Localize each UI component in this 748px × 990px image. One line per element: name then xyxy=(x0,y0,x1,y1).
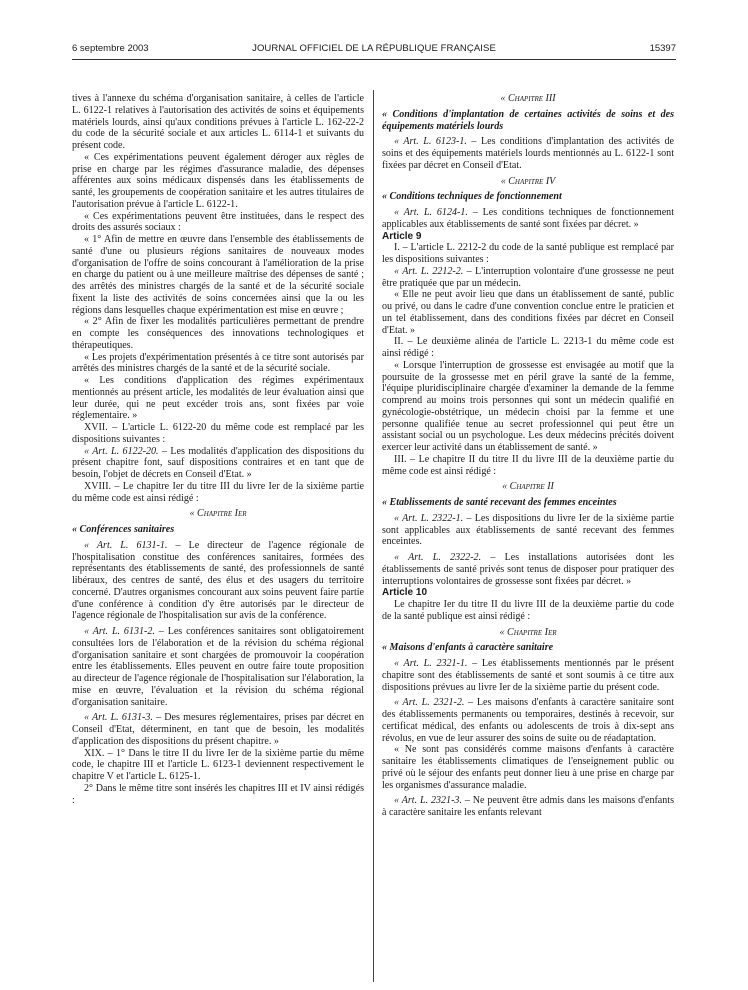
article-text: – Les installations autorisées dont les établissements de santé privés sont tenus de disposer pour pratiquer des interruptions volontaires de grossesse sont fixées par décret. » xyxy=(382,552,674,587)
article-text: – Les établissements mentionnés par le présent chapitre sont des établissements de santé et sont soumis à ce titre aux dispositions prévues au livre Ier de la sixième partie du présent code. xyxy=(382,658,674,693)
paragraph: XIX. – 1° Dans le titre II du livre Ier de la sixième partie du même code, le chapitre III et l'article L. 6123-1 deviennent respectivement le chapitre V et l'article L. 6125-1. xyxy=(72,747,364,782)
paragraph: « Lorsque l'interruption de grossesse est envisagée au motif que la poursuite de la grossesse met en péril grave la santé de la femme, l'équipe pluridisciplinaire chargée d'examiner la demande de la femme comprend au moins trois personnes qui sont un médecin qualifié en gynécologie-obstétrique, un médecin choisi par la femme et une personne qualifiée tenue au secret professionnel qui peut être un assistant social ou un psychologue. Les deux médecins précités doivent exercer leur activité dans un établissement de santé. » xyxy=(382,359,674,453)
right-column xyxy=(382,93,674,819)
article-paragraph xyxy=(382,795,674,819)
article-paragraph xyxy=(382,207,674,231)
header-date: 6 septembre 2003 xyxy=(72,43,149,54)
article-heading: Article 9 xyxy=(382,230,422,242)
left-column xyxy=(72,93,364,806)
article-text: – L'interruption volontaire d'une grossesse ne peut être pratiquée que par un médecin. xyxy=(382,265,674,289)
article-paragraph xyxy=(382,513,674,548)
article-ref: « Art. L. 6131-3. xyxy=(84,712,153,724)
header-title: JOURNAL OFFICIEL DE LA RÉPUBLIQUE FRANÇAISE xyxy=(252,43,496,54)
paragraph: II. – Le deuxième alinéa de l'article L. 2213-1 du même code est ainsi rédigé : xyxy=(382,336,674,359)
article-ref: « Art. L. 2212-2. xyxy=(394,265,464,277)
paragraph: XVII. – L'article L. 6122-20 du même code est remplacé par les dispositions suivantes : xyxy=(72,422,364,445)
paragraph: « Les projets d'expérimentation présentés à ce titre sont autorisés par arrêtés des ministres chargés de la santé et de la sécurité sociale. xyxy=(72,351,364,375)
article-ref: « Art. L. 2321-3. xyxy=(394,795,462,807)
article-paragraph xyxy=(72,626,364,708)
chapter-title: « Conditions d'implantation de certaines activités de soins et des équipements matériels lourds xyxy=(382,108,674,132)
article-ref: « Art. L. 2321-1. xyxy=(394,658,468,669)
column-divider xyxy=(373,90,374,982)
paragraph: « 2° Afin de fixer les modalités particulières permettant de prendre en compte les conséquences des innovations technologiques et thérapeutiques. xyxy=(72,316,364,351)
paragraph: « Elle ne peut avoir lieu que dans un établissement de santé, public ou privé, ou dans le cadre d'une convention conclue entre le praticien et un tel établissement, dans des conditions fixées par décret en Conseil d'Etat. » xyxy=(382,289,674,336)
chapter-heading: « Chapitre Ier xyxy=(499,626,557,638)
article-text: – Les maisons d'enfants à caractère sanitaire sont des établissements permanents ou temporaires, destinés à recevoir, sur certificat médical, des enfants ou adolescents de trois à dix-sept ans révolus, en vue de leur assurer des soins de suite ou de réadaptation. xyxy=(382,697,674,744)
article-paragraph xyxy=(72,712,364,747)
paragraph: III. – Le chapitre II du titre II du livre III de la deuxième partie du même code est ainsi rédigé : xyxy=(382,453,674,477)
article-paragraph xyxy=(382,136,674,171)
article-ref: « Art. L. 6122-20. – xyxy=(84,445,167,457)
paragraph: Le chapitre Ier du titre II du livre III de la deuxième partie du code de la santé publique est ainsi rédigé : xyxy=(382,599,674,622)
header-rule xyxy=(72,59,676,60)
article-paragraph xyxy=(382,266,674,290)
chapter-title: « Etablissements de santé recevant des femmes enceintes xyxy=(382,497,617,508)
article-ref: « Art. L. 6124-1. xyxy=(394,207,468,218)
article-text: – Les dispositions du livre Ier de la sixième partie sont applicables aux établissements de santé recevant des femmes enceintes. xyxy=(382,512,674,548)
paragraph: « Ces expérimentations peuvent également déroger aux règles de prise en charge par les régimes d'assurance maladie, des dépenses afférentes aux soins médicaux dispensés dans les établissements de santé, les groupements de coopération sanitaire et les autres titulaires de l'autorisation prévue à l'article L. 6122-1. xyxy=(72,151,364,210)
article-ref: « Art. L. 6131-1. xyxy=(84,539,168,551)
article-ref: « Art. L. 6123-1. xyxy=(394,136,467,148)
article-heading: Article 10 xyxy=(382,587,428,599)
paragraph: « Les conditions d'application des régimes expérimentaux mentionnés au présent article, les modalités de leur évaluation ainsi que leur durée, qui ne peut excéder trois ans, sont fixées par voie réglementaire. » xyxy=(72,375,364,422)
article-ref: « Art. L. 2322-2. xyxy=(394,552,482,563)
article-text: – Les conditions techniques de fonctionnement applicables aux établissements de santé sont fixées par décret. » xyxy=(382,207,674,230)
chapter-title: « Conférences sanitaires xyxy=(72,524,175,535)
article-text: – Ne peuvent être admis dans les maisons d'enfants à caractère sanitaire les enfants relevant xyxy=(382,795,674,818)
chapter-title: « Maisons d'enfants à caractère sanitaire xyxy=(382,642,554,654)
chapter-heading: « Chapitre Ier xyxy=(189,508,247,520)
article-text: – Des mesures réglementaires, prises par décret en Conseil d'Etat, déterminent, en tant que de besoin, les modalités d'application des dispositions du présent chapitre. » xyxy=(72,712,364,747)
article-paragraph xyxy=(72,446,364,481)
chapter-heading: « Chapitre III xyxy=(500,93,556,104)
article-text: – Les conditions d'implantation des activités de soins et des équipements matériels lourds mentionnés au L. 6122-1 sont fixées par décret en Conseil d'Etat. xyxy=(382,136,674,171)
article-ref: « Art. L. 6131-2. xyxy=(84,626,155,637)
article-paragraph xyxy=(382,552,674,587)
article-text: – Le directeur de l'agence régionale de l'hospitalisation constitue des conférences sanitaires, formées des représentants des établissements de santé, des professionnels de santé libéraux, des centres de santé, des élus et des usagers du territoire concerné. D'autres organismes concourant aux soins peuvent faire partie d'une conférence à condition d'y être autorisés par le directeur de l'agence régionale de l'hospitalisation sur avis de la conférence. xyxy=(72,539,364,622)
chapter-title: « Conditions techniques de fonctionnement xyxy=(382,191,562,203)
article-ref: « Art. L. 2322-1. xyxy=(394,512,464,524)
article-paragraph xyxy=(382,697,674,744)
paragraph: « Ne sont pas considérés comme maisons d'enfants à caractère sanitaire les établissements climatiques de l'enseignement public ou privé où le séjour des enfants peut donner lieu à une prise en charge par les organismes d'assurance maladie. xyxy=(382,744,674,791)
article-text: Les modalités d'application des dispositions du présent chapitre font, sauf dispositions contraires et en tant que de besoin, l'objet de décrets en Conseil d'Etat. » xyxy=(72,445,364,480)
paragraph: tives à l'annexe du schéma d'organisation sanitaire, à celles de l'article L. 6122-1 relatives à l'autorisation des activités de soins et équipements matériels lourds, ainsi qu'aux conditions prévues à l'article L. 162-22-2 du code de la sécurité sociale et aux articles L. 6114-1 et suivants du présent code. xyxy=(72,93,364,151)
page-header xyxy=(72,43,676,57)
paragraph: 2° Dans le même titre sont insérés les chapitres III et IV ainsi rédigés : xyxy=(72,782,364,806)
header-page-number: 15397 xyxy=(649,43,676,54)
article-paragraph xyxy=(382,658,674,693)
paragraph: I. – L'article L. 2212-2 du code de la santé publique est remplacé par les dispositions suivantes : xyxy=(382,242,674,265)
chapter-heading: « Chapitre II xyxy=(502,481,554,493)
article-text: – Les conférences sanitaires sont obligatoirement consultées lors de l'élaboration et de la révision du schéma régional d'organisation sanitaire et sont chargées de promouvoir la coopération entre les établissements. Elles peuvent en outre faire toute proposition au directeur de l'agence régionale de l'hospitalisation sur l'élaboration, la mise en œuvre, l'évaluation et la révision du schéma régional d'organisation sanitaire. xyxy=(72,626,364,708)
article-ref: « Art. L. 2321-2. xyxy=(394,697,465,709)
paragraph: « 1° Afin de mettre en œuvre dans l'ensemble des établissements de santé d'une ou plusieurs régions sanitaires de nouveaux modes d'organisation de l'offre de soins concourant à l'amélioration de la prise en charge du patient ou à une meilleure maîtrise des dépenses de santé ; des arrêtés des ministres chargés de la santé et de la sécurité sociale fixent la liste des activités de soins concernées ainsi que la ou les régions dans lesquelles chaque expérimentation est mise en œuvre ; xyxy=(72,234,364,316)
paragraph: « Ces expérimentations peuvent être instituées, dans le respect des droits des assurés sociaux : xyxy=(72,210,364,234)
article-paragraph xyxy=(72,540,364,622)
paragraph: XVIII. – Le chapitre Ier du titre III du livre Ier de la sixième partie du même code est ainsi rédigé : xyxy=(72,480,364,504)
chapter-heading: « Chapitre IV xyxy=(500,175,556,187)
